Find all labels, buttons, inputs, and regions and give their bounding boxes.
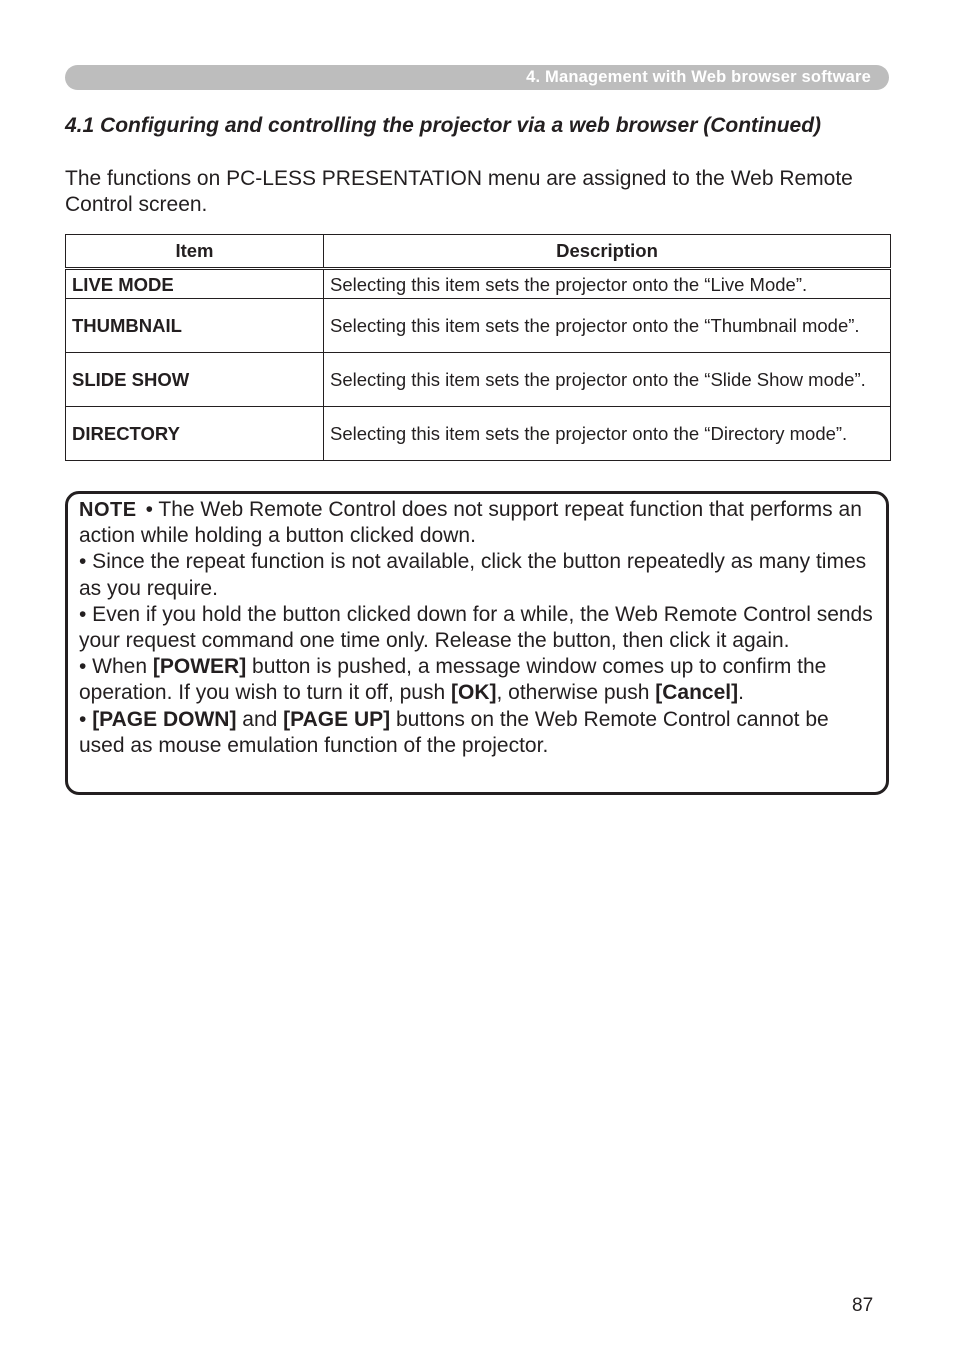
note-text-segment: and bbox=[236, 707, 284, 731]
note-text-segment: , otherwise push bbox=[496, 681, 656, 705]
note-bullet-page-keys bbox=[79, 707, 876, 759]
note-bullet-1-text: • The Web Remote Control does not support repeat function that performs an action while holding a button clicked down. bbox=[79, 498, 862, 548]
note-box bbox=[65, 491, 889, 795]
page-down-key-label: [PAGE DOWN] bbox=[92, 707, 237, 731]
item-name-cell: SLIDE SHOW bbox=[66, 353, 324, 407]
header-chapter-title: 4. Management with Web browser software bbox=[526, 68, 871, 86]
note-text-segment: . bbox=[738, 681, 744, 705]
note-bullet-repeat bbox=[79, 497, 876, 549]
note-text-segment: button is pushed, a message window comes up to confirm the operation. If you wish to turn it off, push bbox=[79, 655, 827, 705]
cancel-key-label: [Cancel] bbox=[655, 681, 739, 705]
ok-key-label: [OK] bbox=[451, 681, 497, 705]
item-name-cell: DIRECTORY bbox=[66, 407, 324, 461]
description-cell: Selecting this item sets the projector onto the “Thumbnail mode”. bbox=[324, 299, 891, 353]
note-bullet-3-text: • Even if you hold the button clicked down for a while, the Web Remote Control sends your request command one time only. Release the button, then click it again. bbox=[79, 602, 873, 653]
note-text-segment: • bbox=[79, 707, 93, 731]
note-bullet-2-text: • Since the repeat function is not available, click the button repeatedly as many times as you require. bbox=[79, 550, 867, 600]
description-cell: Selecting this item sets the projector onto the “Slide Show mode”. bbox=[324, 353, 891, 407]
column-header-item: Item bbox=[66, 235, 324, 269]
page-up-key-label: [PAGE UP] bbox=[283, 707, 391, 731]
description-cell: Selecting this item sets the projector onto the “Directory mode”. bbox=[324, 407, 891, 461]
section-title: 4.1 Configuring and controlling the projector via a web browser (Continued) bbox=[65, 114, 822, 137]
table-row bbox=[66, 269, 891, 299]
note-text-segment: buttons on the Web Remote Control cannot be used as mouse emulation function of the projector. bbox=[79, 707, 829, 757]
note-text-segment: • When bbox=[79, 655, 153, 679]
item-name-cell: THUMBNAIL bbox=[66, 299, 324, 353]
column-header-description: Description bbox=[324, 235, 891, 269]
functions-table bbox=[65, 234, 891, 461]
note-label: NOTE bbox=[79, 499, 137, 521]
note-bullet-power bbox=[79, 654, 876, 706]
intro-paragraph: The functions on PC-LESS PRESENTATION menu are assigned to the Web Remote Control screen. bbox=[65, 167, 853, 216]
description-cell: Selecting this item sets the projector onto the “Live Mode”. bbox=[324, 269, 891, 299]
page-number: 87 bbox=[852, 1295, 874, 1316]
table-header-row bbox=[66, 235, 891, 269]
table-row bbox=[66, 353, 891, 407]
table-row bbox=[66, 407, 891, 461]
header-bar bbox=[65, 65, 889, 90]
power-key-label: [POWER] bbox=[152, 655, 247, 679]
table-row bbox=[66, 299, 891, 353]
item-name-cell: LIVE MODE bbox=[66, 269, 324, 299]
